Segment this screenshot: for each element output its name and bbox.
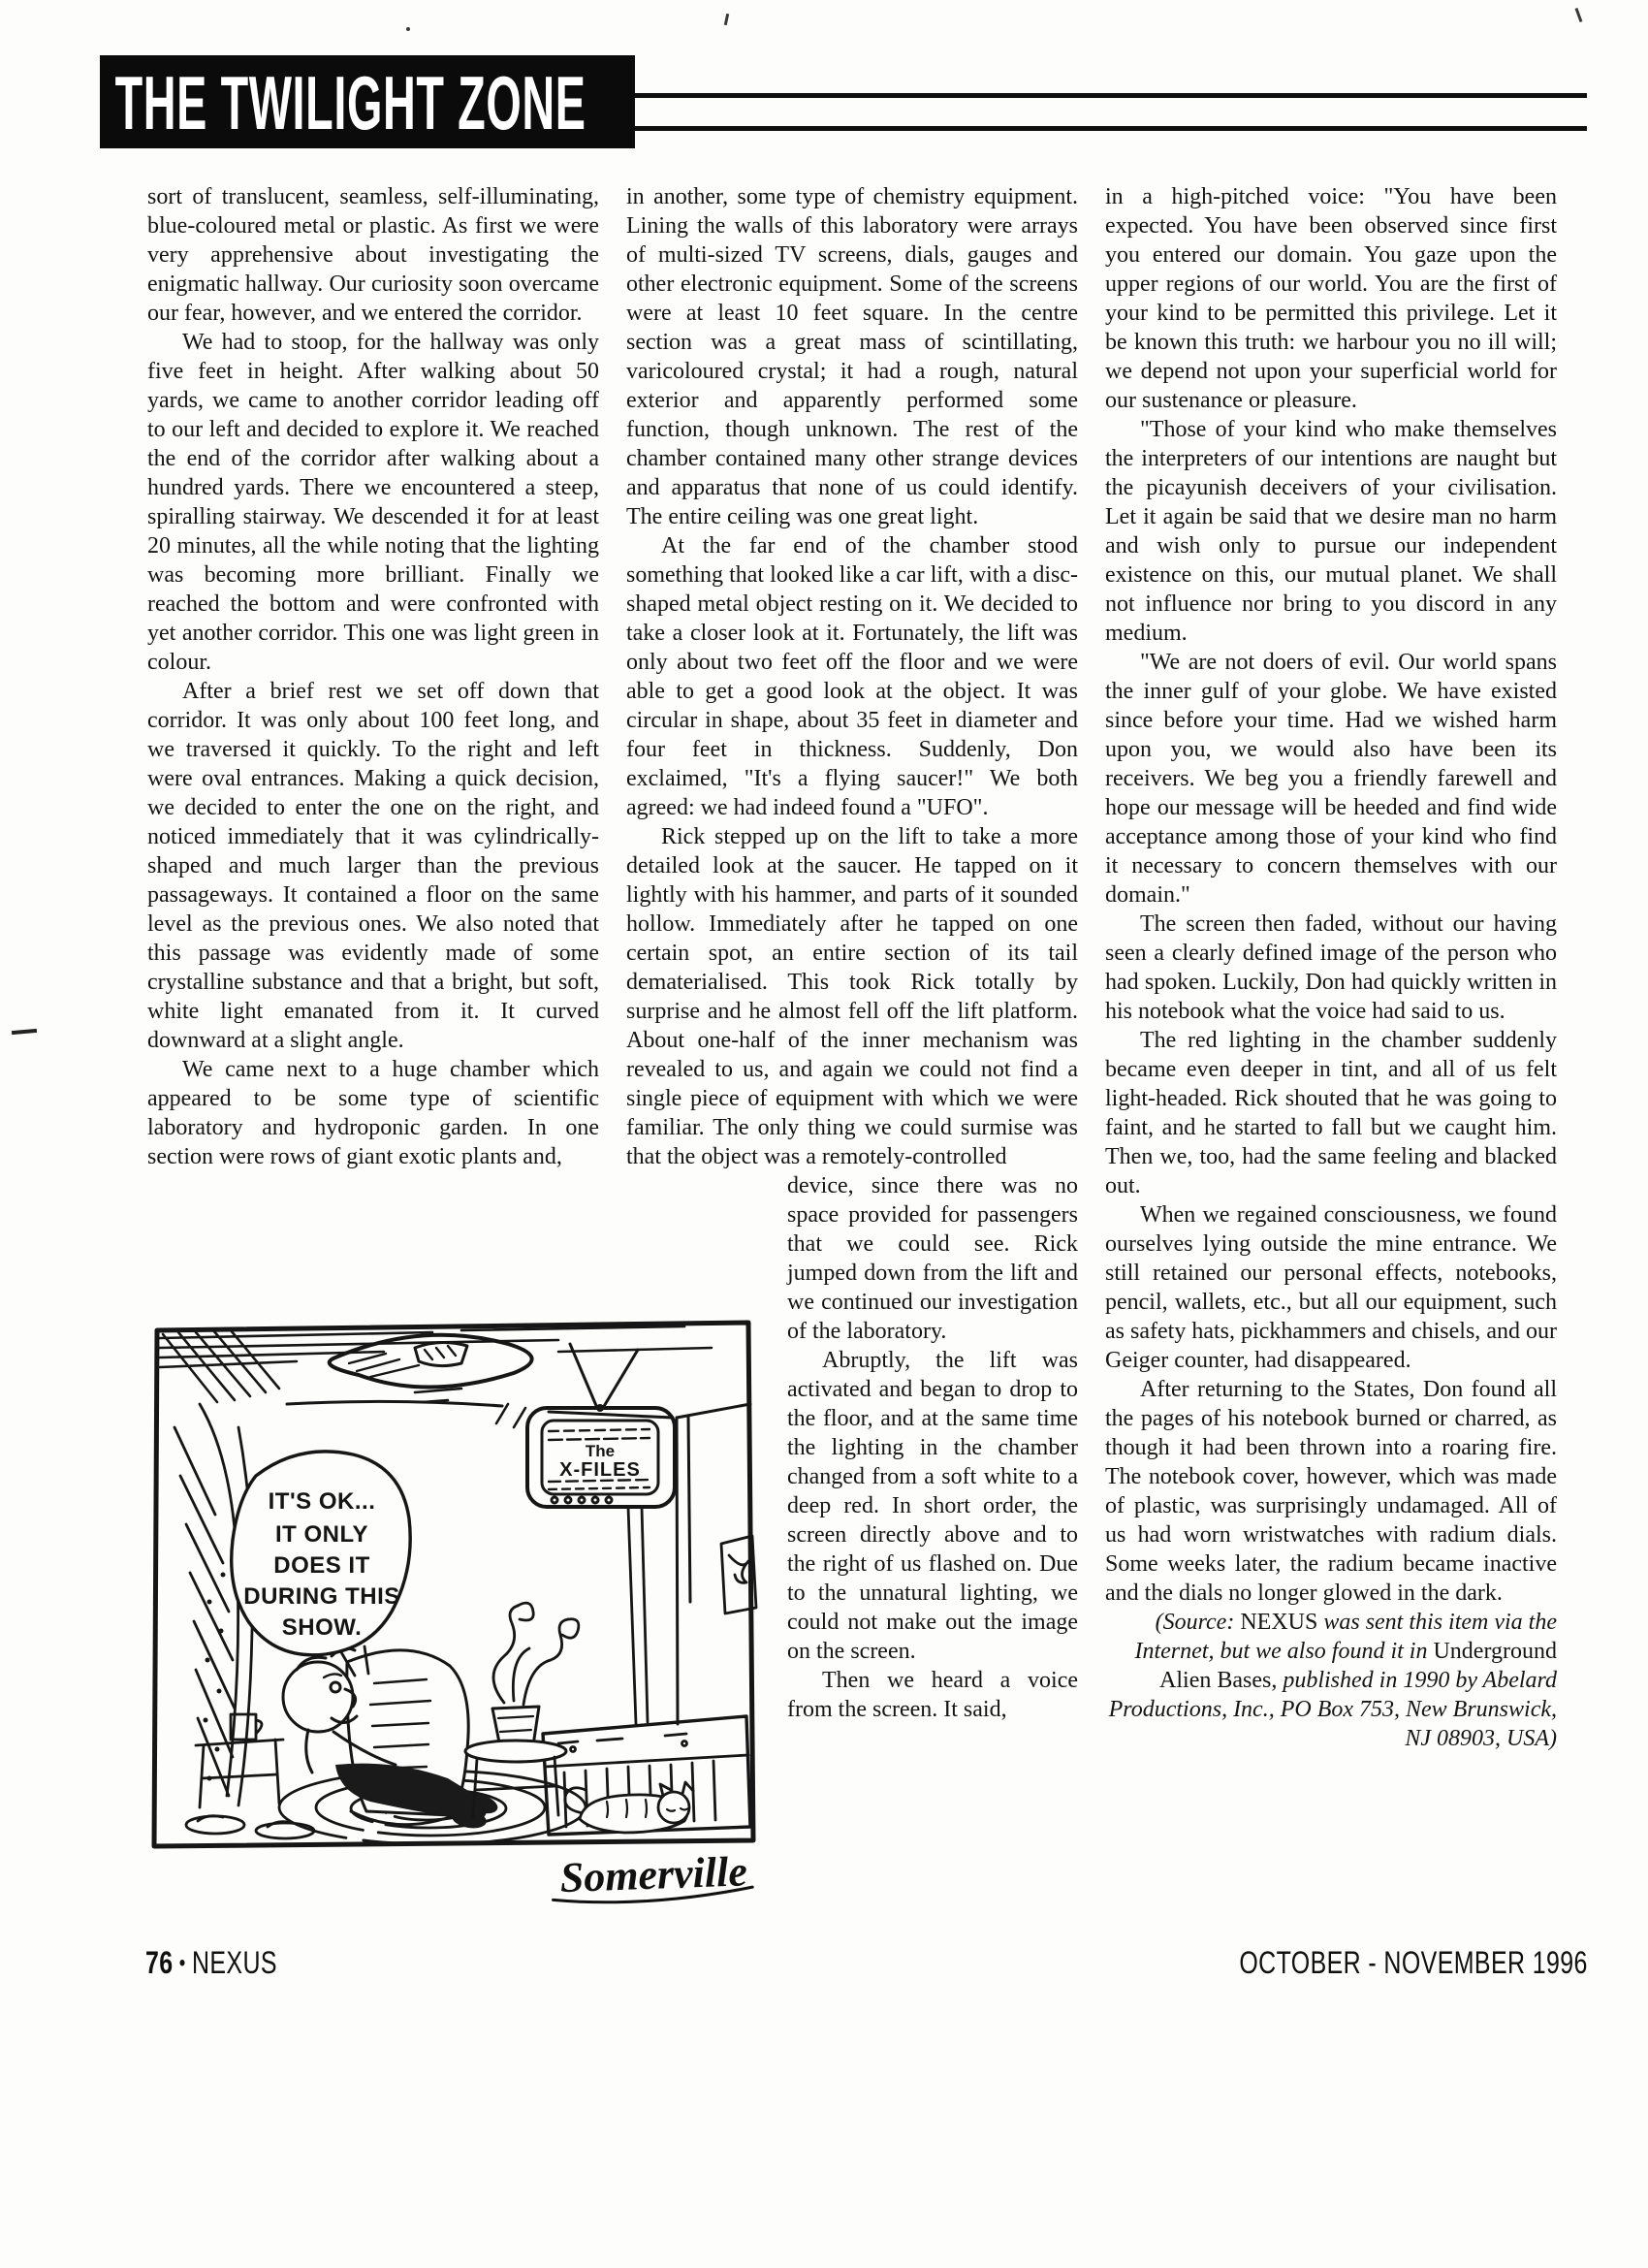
tv-drawing: [496, 1344, 675, 1724]
paragraph: At the far end of the chamber stood something that looked like a car lift, with a disc-shaped metal object resting on it. We decided to take a closer look at it. Fortunately, the lift was only about two feet off the floor and we were able to get a good look at the object. It was circular in shape, about 35 feet in diameter and four feet in thickness. Suddenly, Don exclaimed, "It's a flying saucer!" We both agreed: we had indeed found a "UFO".: [626, 533, 1078, 820]
cartoon-signature: [552, 1847, 753, 1904]
bubble-line: IT'S OK...: [268, 1488, 376, 1515]
column-2-wide-block: [626, 182, 1078, 1171]
plant-table-drawing: [465, 1603, 579, 1817]
article-column-1: [147, 182, 599, 1171]
source-text: was sent this item via the Internet, but we also found it in: [1134, 1610, 1557, 1664]
paragraph: "Those of your kind who make themselves the interpreters of our intentions are naught but the picayunish deceivers of your civilisation. Let it again be said that we desire man no harm and wish only to pursue our independent existence on this, our mutual planet. We shall not influence nor bring to you discord in any medium.: [1105, 417, 1557, 646]
scan-artifact: [406, 27, 410, 31]
book-title: Underground Alien Bases,: [1159, 1639, 1557, 1693]
paragraph: After returning to the States, Don found all the pages of his notebook burned or charred, as though it had been thrown into a roaring fire. The notebook cover, however, which was made of plastic, was surprisingly undamaged. All of us had worn wristwatches with radium dials. Some weeks later, the radium became inactive and the dials no longer glowed in the dark.: [1105, 1377, 1557, 1606]
article-column-3: [1105, 182, 1557, 1753]
paragraph: device, since there was no space provided for passengers that we could see. Rick jumped down from the lift and we continued our investigation of the laboratory.: [787, 1173, 1078, 1344]
paragraph: We had to stoop, for the hallway was only five feet in height. After walking about 50 yards, we came to another corridor leading off to our left and decided to explore it. We reached the end of the corridor after walking about a hundred yards. There we encountered a steep, spiralling stairway. We descended it for at least 20 minutes, all the while noting that the lighting was becoming more brilliant. Finally we reached the bottom and were confronted with yet another corridor. This one was light green in colour.: [147, 330, 599, 675]
slippers-drawing: [186, 1816, 314, 1838]
paragraph: "We are not doers of evil. Our world spans the inner gulf of your globe. We have existed since before your time. Had we wished harm upon you, we would also have been its receivers. We beg you a friendly farewell and hope our message will be heeded and find wide acceptance among those of your kind who find it necessary to concern themselves with our domain.": [1105, 650, 1557, 908]
tv-screen-line: The: [585, 1442, 616, 1460]
bubble-line: IT ONLY: [275, 1521, 368, 1548]
source-note: [1105, 1608, 1557, 1753]
bubble-line: SHOW.: [281, 1614, 363, 1641]
paragraph: sort of translucent, seamless, self-illuminating, blue-coloured metal or plastic. As first we were very apprehensive about investigating the enigmatic hallway. Our curiosity soon overcame our fear, however, and we entered the corridor.: [147, 184, 599, 326]
magazine-name: NEXUS: [191, 1945, 277, 1980]
paragraph: We came next to a huge chamber which appeared to be some type of scientific laboratory and hydroponic garden. In one section were rows of giant exotic plants and,: [147, 1057, 599, 1169]
paragraph: in another, some type of chemistry equipment. Lining the walls of this laboratory were arrays of multi-sized TV screens, dials, gauges and other electronic equipment. Some of the screens were at least 10 feet square. In the centre section was a great mass of scintillating, varicoloured crystal; it had a rough, natural exterior and apparently performed some function, though unknown. The rest of the chamber contained many other strange devices and apparatus that none of us could identify. The entire ceiling was one great light.: [626, 184, 1078, 529]
header-rule-bottom: [635, 126, 1587, 131]
magazine-name: NEXUS: [1240, 1610, 1318, 1635]
bubble-line: DURING THIS: [243, 1583, 400, 1610]
footer-bullet: •: [178, 1950, 186, 1976]
paragraph: Rick stepped up on the lift to take a more detailed look at the saucer. He tapped on it lightly with his hammer, and parts of it sounded hollow. Immediately after he tapped on one certain spot, an entire section of its tail dematerialised. This took Rick totally by surprise and he almost fell off the lift platform. About one-half of the inner mechanism was revealed to us, and again we could not find a single piece of equipment with which we were familiar. The only thing we could surmise was that the object was a remotely-controlled: [626, 824, 1078, 1169]
tv-screen-text: [559, 1442, 641, 1481]
paragraph: The screen then faded, without our having seen a clearly defined image of the person who had spoken. Luckily, Don had quickly written in his notebook what the voice had said to us.: [1105, 911, 1557, 1024]
page-number: 76: [145, 1945, 174, 1980]
paragraph: The red lighting in the chamber suddenly became even deeper in tint, and all of us felt light-headed. Rick shouted that he was going to faint, and he started to fall but we caught him. Then we, too, had the same feeling and blacked out.: [1105, 1028, 1557, 1198]
column-2-narrow-block: [787, 1171, 1078, 1724]
paragraph: After a brief rest we set off down that corridor. It was only about 100 feet long, and we traversed it quickly. To the right and left were oval entrances. Making a quick decision, we decided to enter the one on the right, and noticed immediately that it was cylindrically-shaped and much larger than the previous passageways. It contained a floor on the same level as the previous ones. We also noted that this passage was evidently made of some crystalline substance and that a bright, but soft, white light emanated from it. It curved downward at a slight angle.: [147, 679, 599, 1053]
bubble-line: DOES IT: [273, 1552, 370, 1579]
source-text: (Source:: [1155, 1610, 1241, 1635]
svg-text:Somerville: Somerville: [558, 1847, 748, 1902]
tv-screen-line: X-FILES: [559, 1459, 641, 1481]
footer-issue-date: OCTOBER - NOVEMBER 1996: [1239, 1945, 1588, 1980]
cartoon: [142, 1311, 770, 1908]
scan-artifact: [12, 1029, 37, 1035]
paragraph: Abruptly, the lift was activated and began to drop to the floor, and at the same time the lighting in the chamber changed from a soft white to a deep red. In short order, the screen directly above and to the right of us flashed on. Due to the unnatural lighting, we could not make out the image on the screen.: [787, 1348, 1078, 1664]
paragraph: When we regained consciousness, we found ourselves lying outside the mine entrance. We still retained our personal effects, notebooks, pencil, wallets, etc., but all our equipment, such as safety hats, pickhammers and chisels, and our Geiger counter, had disappeared.: [1105, 1202, 1557, 1373]
page-title: THE TWILIGHT ZONE: [114, 60, 586, 145]
section-title-banner: [100, 55, 635, 148]
source-text: published in 1990 by Abelard Productions, Inc., PO Box 753, New Brunswick, NJ 08903, USA): [1108, 1668, 1557, 1751]
scan-artifact: [724, 14, 729, 25]
scan-artifact: [1575, 8, 1583, 22]
cartoon-drawing: [142, 1311, 770, 1908]
paragraph: Then we heard a voice from the screen. It said,: [787, 1668, 1078, 1722]
header-rule-top: [635, 93, 1587, 98]
paragraph: in a high-pitched voice: "You have been expected. You have been observed since first you entered our domain. You gaze upon the upper regions of our world. You are the first of your kind to be permitted this privilege. Let it be known this truth: we harbour you no ill will; we depend not upon your superficial world for our sustenance or pleasure.: [1105, 184, 1557, 413]
footer-left: [145, 1945, 277, 1981]
